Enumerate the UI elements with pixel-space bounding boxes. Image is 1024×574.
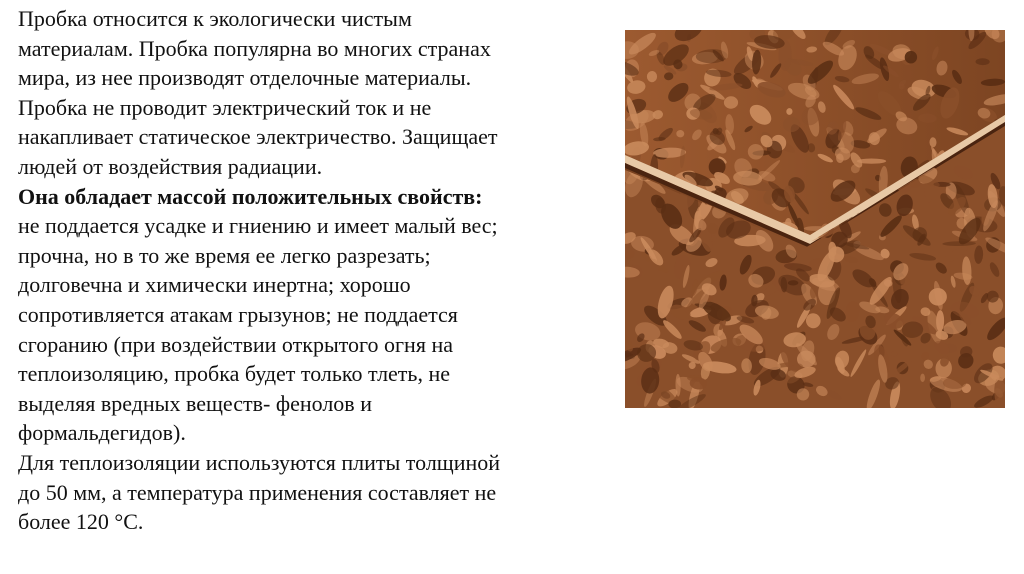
text-line: мира, из нее производят отделочные материалы. bbox=[18, 65, 472, 91]
cork-fleck bbox=[943, 377, 966, 389]
text-line: не поддается усадке и гниению и имеет малый вес; bbox=[18, 213, 498, 239]
text-line: накапливает статическое электричество. Защищает bbox=[18, 124, 498, 150]
text-line: сопротивляется атакам грызунов; не поддается bbox=[18, 301, 458, 327]
text-line: Для теплоизоляции используются плиты толщиной bbox=[18, 449, 501, 475]
text-line: Пробка не проводит электрический ток и не bbox=[18, 94, 432, 120]
text-line: материалам. Пробка популярна во многих странах bbox=[18, 35, 491, 61]
text-line: более 120 °C. bbox=[18, 509, 144, 535]
text-line: теплоизоляцию, пробка будет только тлеть, не bbox=[18, 361, 450, 387]
cork-panels-photo bbox=[625, 30, 1005, 408]
text-line: прочна, но в то же время ее легко разрезать; bbox=[18, 242, 431, 268]
insulation-paragraph bbox=[18, 448, 608, 537]
intro-paragraph bbox=[18, 4, 608, 182]
properties-paragraph bbox=[18, 182, 608, 448]
cork-texture-image bbox=[625, 30, 1005, 408]
main-text bbox=[18, 4, 608, 537]
properties-heading: Она обладает массой положительных свойств: bbox=[18, 183, 483, 209]
text-line: до 50 мм, а температура применения составляет не bbox=[18, 479, 497, 505]
text-line: сгоранию (при воздействии открытого огня на bbox=[18, 331, 453, 357]
cork-fleck bbox=[920, 374, 925, 382]
text-line: формальдегидов). bbox=[18, 420, 186, 446]
text-line: долговечна и химически инертна; хорошо bbox=[18, 272, 411, 298]
text-line: выделяя вредных веществ- фенолов и bbox=[18, 390, 372, 416]
text-line: Пробка относится к экологически чистым bbox=[18, 6, 412, 31]
text-line: людей от воздействия радиации. bbox=[18, 153, 323, 179]
